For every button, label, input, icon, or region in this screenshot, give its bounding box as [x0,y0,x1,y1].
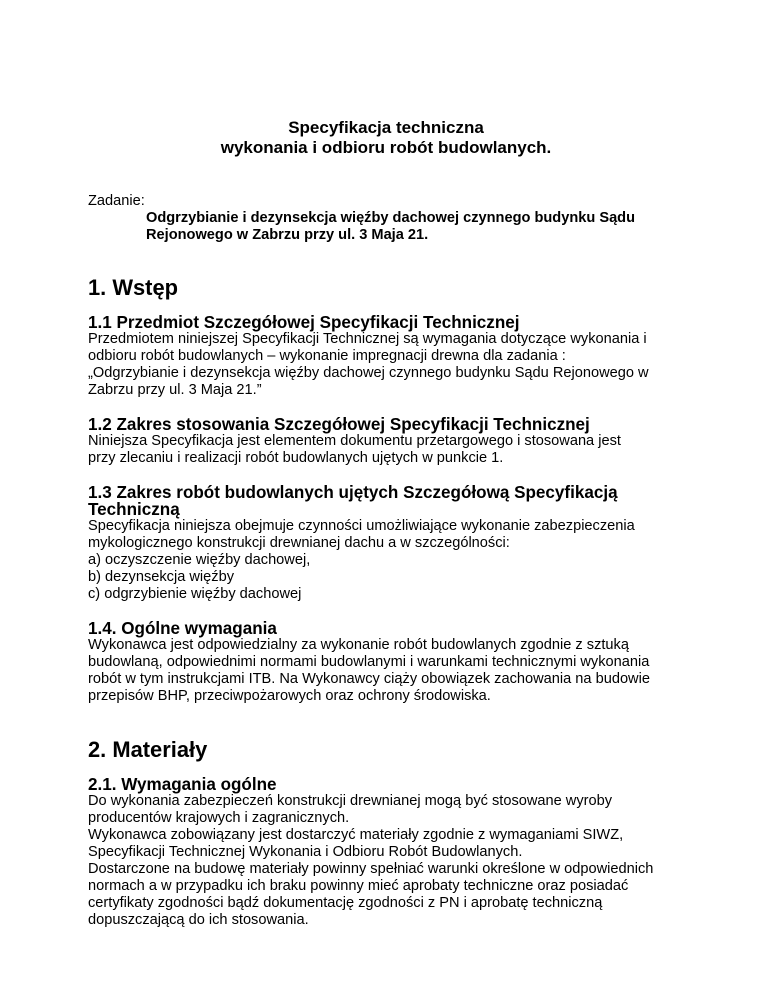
document-title [86,118,686,158]
title-line: Specyfikacja techniczna [288,118,484,137]
paragraph-line: dopuszczającą do ich stosowania. [88,912,309,928]
paragraph-line: normach a w przypadku ich braku powinny mieć aprobaty techniczne oraz posiadać [88,878,629,894]
paragraph-line: Dostarczone na budowę materiały powinny spełniać warunki określone w odpowiednich [88,861,654,877]
list-item: a) oczyszczenie więźby dachowej, [88,552,311,568]
paragraph-line: przy zlecaniu i realizacji robót budowlanych ujętych w punkcie 1. [88,450,504,466]
paragraph-line: Przedmiotem niniejszej Specyfikacji Technicznej są wymagania dotyczące wykonania i [88,331,647,347]
paragraph-line: budowlaną, odpowiednimi normami budowlanymi i warunkami technicznymi wykonania [88,654,650,670]
task-line: Rejonowego w Zabrzu przy ul. 3 Maja 21. [146,227,429,243]
paragraph-line: Niniejsza Specyfikacja jest elementem dokumentu przetargowego i stosowana jest [88,433,621,449]
paragraph-line: Specyfikacji Technicznej Wykonania i Odbioru Robót Budowlanych. [88,844,523,860]
paragraph-line: Wykonawca zobowiązany jest dostarczyć materiały zgodnie z wymaganiami SIWZ, [88,827,624,843]
paragraph-1-1 [88,331,688,399]
task-description [146,210,688,244]
list-item: c) odgrzybienie więźby dachowej [88,586,302,602]
paragraph-line: producentów krajowych i zagranicznych. [88,810,350,826]
paragraph-line: „Odgrzybianie i dezynsekcja więźby dachowej czynnego budynku Sądu Rejonowego w [88,365,649,381]
subsection-heading-1-4: 1.4. Ogólne wymagania [88,619,277,638]
task-line: Odgrzybianie i dezynsekcja więźby dachowej czynnego budynku Sądu [146,210,636,226]
paragraph-1-2 [88,433,688,467]
title-line: wykonania i odbioru robót budowlanych. [220,138,552,157]
task-label: Zadanie: [88,193,145,209]
subsection-heading-1-3 [88,484,688,518]
section-heading-materials: 2. Materiały [88,737,208,762]
subsection-heading-1-1: 1.1 Przedmiot Szczegółowej Specyfikacji Technicznej [88,313,520,332]
paragraph-line: Specyfikacja niniejsza obejmuje czynności umożliwiające wykonanie zabezpieczenia [88,518,635,534]
list-item: b) dezynsekcja więźby [88,569,235,585]
heading-line: 1.3 Zakres robót budowlanych ujętych Szczegółową Specyfikacją [88,483,618,502]
paragraph-line: Do wykonania zabezpieczeń konstrukcji drewnianej mogą być stosowane wyroby [88,793,613,809]
paragraph-1-3 [88,518,688,603]
subsection-heading-1-2: 1.2 Zakres stosowania Szczegółowej Specyfikacji Technicznej [88,415,590,434]
paragraph-line: odbioru robót budowlanych – wykonanie impregnacji drewna dla zadania : [88,348,566,364]
paragraph-line: Wykonawca jest odpowiedzialny za wykonanie robót budowlanych zgodnie z sztuką [88,637,629,653]
paragraph-line: przepisów BHP, przeciwpożarowych oraz ochrony środowiska. [88,688,491,704]
paragraph-2-1 [88,793,688,929]
paragraph-line: certyfikaty zgodności bądź dokumentację zgodności z PN i aprobatę techniczną [88,895,603,911]
paragraph-line: Zabrzu przy ul. 3 Maja 21.” [88,382,262,398]
subsection-heading-2-1: 2.1. Wymagania ogólne [88,775,277,794]
paragraph-1-4 [88,637,688,705]
document-content [88,118,688,929]
paragraph-line: mykologicznego konstrukcji drewnianej dachu a w szczególności: [88,535,510,551]
section-heading-introduction: 1. Wstęp [88,275,179,300]
paragraph-line: robót w tym instrukcjami ITB. Na Wykonawcy ciąży obowiązek zachowania na budowie [88,671,650,687]
heading-line: Techniczną [88,500,180,519]
